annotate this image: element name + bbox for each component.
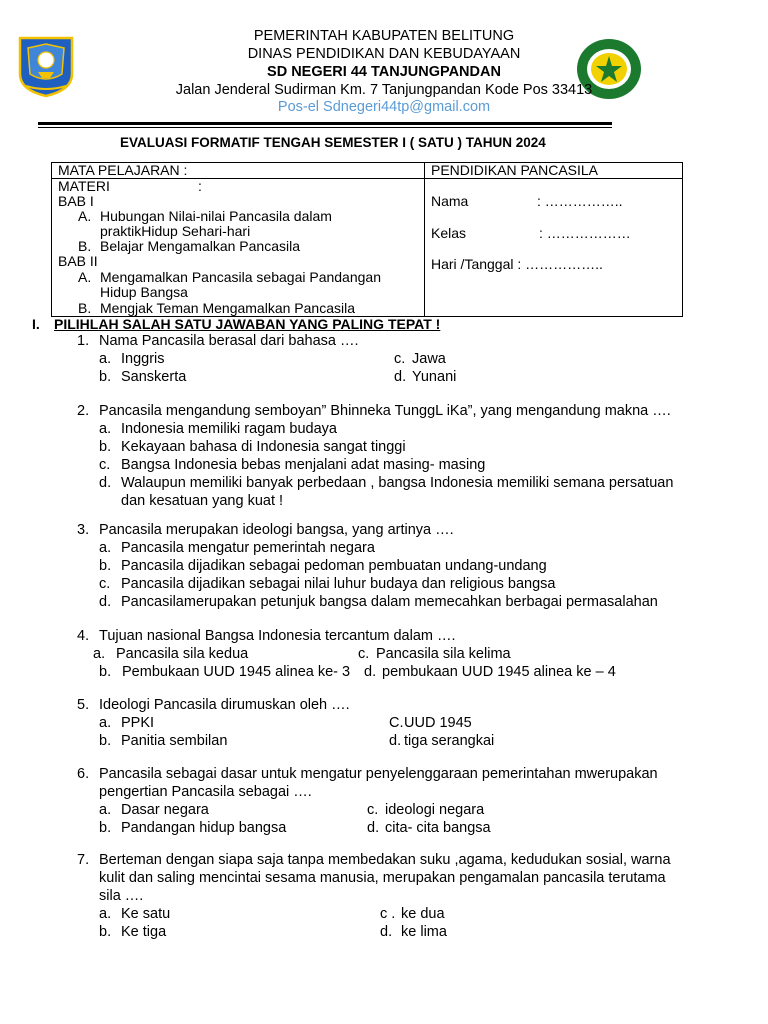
answer-option[interactable]: Pancasila mengatur pemerintah negara: [121, 540, 375, 556]
option-letter: C.: [389, 715, 404, 731]
answer-option[interactable]: ke lima: [401, 924, 447, 940]
letterhead-line-government: PEMERINTAH KABUPATEN BELITUNG: [253, 28, 515, 44]
option-letter: c .: [380, 906, 396, 922]
option-letter: b.: [99, 558, 112, 574]
option-letter: b.: [99, 924, 112, 940]
answer-option[interactable]: pembukaan UUD 1945 alinea ke – 4: [382, 664, 616, 680]
option-letter: c.: [99, 457, 111, 473]
letterhead-address: Jalan Jenderal Sudirman Km. 7 Tanjungpandan Kode Pos 33413: [175, 82, 593, 98]
option-letter: b.: [99, 664, 112, 680]
answer-option[interactable]: Yunani: [412, 369, 457, 385]
materi-label: MATERI: [58, 178, 110, 194]
answer-option[interactable]: Pancasila dijadikan sebagai pedoman pembuatan undang-undang: [121, 558, 547, 574]
letterhead-line-department: DINAS PENDIDIKAN DAN KEBUDAYAAN: [247, 46, 521, 62]
bab1-b-text: Belajar Mengamalkan Pancasila: [100, 238, 300, 254]
answer-option[interactable]: Ke satu: [121, 906, 171, 922]
question-text: Pancasila sebagai dasar untuk mengatur penyelenggaraan pemerintahan mwerupakan: [99, 766, 658, 782]
answer-option[interactable]: Walaupun memiliki banyak perbedaan , bangsa Indonesia memiliki semana persatuan: [121, 475, 674, 491]
answer-option[interactable]: Inggris: [121, 351, 165, 367]
option-letter: b.: [99, 439, 112, 455]
question-text: sila ….: [99, 888, 144, 904]
answer-option[interactable]: Jawa: [412, 351, 446, 367]
answer-option[interactable]: Panitia sembilan: [121, 733, 228, 749]
option-letter: d.: [99, 475, 112, 491]
option-letter: b.: [99, 369, 112, 385]
option-letter: a.: [99, 351, 112, 367]
option-letter: d.: [367, 820, 380, 836]
option-letter: d.: [394, 369, 407, 385]
answer-option[interactable]: PPKI: [121, 715, 155, 731]
answer-option[interactable]: Indonesia memiliki ragam budaya: [121, 421, 337, 437]
question-number: 2.: [77, 403, 90, 419]
option-letter: d.: [380, 924, 393, 940]
option-letter: d.: [99, 594, 112, 610]
option-letter: c.: [99, 576, 111, 592]
question-number: 7.: [77, 852, 90, 868]
option-letter: c.: [358, 646, 370, 662]
answer-option[interactable]: Pandangan hidup bangsa: [121, 820, 287, 836]
answer-option[interactable]: tiga serangkai: [404, 733, 495, 749]
answer-option[interactable]: ke dua: [401, 906, 445, 922]
answer-option[interactable]: Bangsa Indonesia bebas menjalani adat masing- masing: [121, 457, 486, 473]
option-letter: a.: [99, 906, 112, 922]
option-letter: b.: [99, 820, 112, 836]
question-text: Pancasila mengandung semboyan” Bhinneka TunggL iKa”, yang mengandung makna ….: [99, 403, 671, 419]
answer-option[interactable]: Kekayaan bahasa di Indonesia sangat tinggi: [121, 439, 406, 455]
question-text: Nama Pancasila berasal dari bahasa ….: [99, 333, 359, 349]
subject-info-table: [51, 162, 683, 317]
question-number: 5.: [77, 697, 90, 713]
option-letter: a.: [99, 421, 112, 437]
option-letter: b.: [99, 733, 112, 749]
section-title: PILIHLAH SALAH SATU JAWABAN YANG PALING TEPAT !: [54, 316, 441, 332]
letterhead-school-name: SD NEGERI 44 TANJUNGPANDAN: [267, 64, 501, 80]
answer-option[interactable]: Pancasila sila kelima: [376, 646, 511, 662]
answer-option[interactable]: Ke tiga: [121, 924, 167, 940]
question-number: 6.: [77, 766, 90, 782]
bab1-a-line1: Hubungan Nilai-nilai Pancasila dalam: [100, 208, 332, 224]
bab1-b-letter: B.: [78, 238, 92, 254]
option-letter: a.: [99, 802, 112, 818]
answer-option[interactable]: Dasar negara: [121, 802, 209, 818]
subject-value: PENDIDIKAN PANCASILA: [431, 162, 599, 178]
question-text: Berteman dengan siapa saja tanpa membedakan suku ,agama, kedudukan sosial, warna: [99, 852, 671, 868]
question-number: 1.: [77, 333, 90, 349]
answer-option[interactable]: ideologi negara: [385, 802, 485, 818]
section-number: I.: [32, 316, 40, 332]
letterhead-rule-thick: [38, 122, 612, 125]
option-letter: d.: [389, 733, 402, 749]
letterhead-email[interactable]: Pos-el Sdnegeri44tp@gmail.com: [277, 99, 491, 115]
bab1-a-letter: A.: [78, 208, 92, 224]
student-identity-cell: [425, 179, 683, 317]
option-letter: c.: [394, 351, 406, 367]
option-letter: a.: [99, 715, 112, 731]
question-number: 4.: [77, 628, 90, 644]
bab2-a-line2: Hidup Bangsa: [100, 284, 188, 300]
bab1-label: BAB I: [58, 193, 94, 209]
answer-option[interactable]: cita- cita bangsa: [385, 820, 491, 836]
option-letter: a.: [99, 540, 112, 556]
answer-option[interactable]: Pancasila dijadikan sebagai nilai luhur budaya dan religious bangsa: [121, 576, 556, 592]
bab2-b-text: Mengjak Teman Mengamalkan Pancasila: [100, 300, 355, 316]
answer-option[interactable]: Pancasilamerupakan petunjuk bangsa dalam memecahkan berbagai permasalahan: [121, 594, 658, 610]
materi-colon: :: [198, 178, 202, 194]
question-text: Pancasila merupakan ideologi bangsa, yang artinya ….: [99, 522, 454, 538]
kelas-label: Kelas: [431, 225, 467, 241]
option-letter: d.: [364, 664, 377, 680]
bab2-b-letter: B.: [78, 300, 92, 316]
answer-option[interactable]: UUD 1945: [404, 715, 472, 731]
question-text: Ideologi Pancasila dirumuskan oleh ….: [99, 697, 350, 713]
tanggal-line[interactable]: Hari /Tanggal : ……………..: [431, 256, 603, 272]
question-text: kulit dan saling mencintai sesama manusia, merupakan pengamalan pancasila terutama: [99, 870, 666, 886]
question-number: 3.: [77, 522, 90, 538]
subject-value-cell: [425, 163, 683, 179]
subject-label: MATA PELAJARAN :: [58, 162, 188, 178]
answer-option[interactable]: Sanskerta: [121, 369, 187, 385]
exam-title: EVALUASI FORMATIF TENGAH SEMESTER I ( SATU ) TAHUN 2024: [120, 135, 546, 150]
nama-field[interactable]: : ……………..: [537, 193, 623, 209]
bab1-a-line2: praktikHidup Sehari-hari: [100, 223, 251, 239]
question-text: Tujuan nasional Bangsa Indonesia tercantum dalam ….: [99, 628, 456, 644]
option-letter: a.: [93, 646, 106, 662]
answer-option[interactable]: dan kesatuan yang kuat !: [121, 493, 284, 509]
bab2-a-letter: A.: [78, 269, 92, 285]
nama-label: Nama: [431, 193, 469, 209]
answer-option[interactable]: Pancasila sila kedua: [116, 646, 249, 662]
kelas-field[interactable]: : ………………: [539, 225, 631, 241]
answer-option[interactable]: Pembukaan UUD 1945 alinea ke- 3: [122, 664, 351, 680]
bab2-a-line1: Mengamalkan Pancasila sebagai Pandangan: [100, 269, 381, 285]
option-letter: c.: [367, 802, 379, 818]
question-text: pengertian Pancasila sebagai ….: [99, 784, 312, 800]
materi-cell: [52, 179, 425, 317]
subject-label-cell: [52, 163, 425, 179]
bab2-label: BAB II: [58, 253, 98, 269]
letterhead-rule-thin: [38, 127, 612, 128]
